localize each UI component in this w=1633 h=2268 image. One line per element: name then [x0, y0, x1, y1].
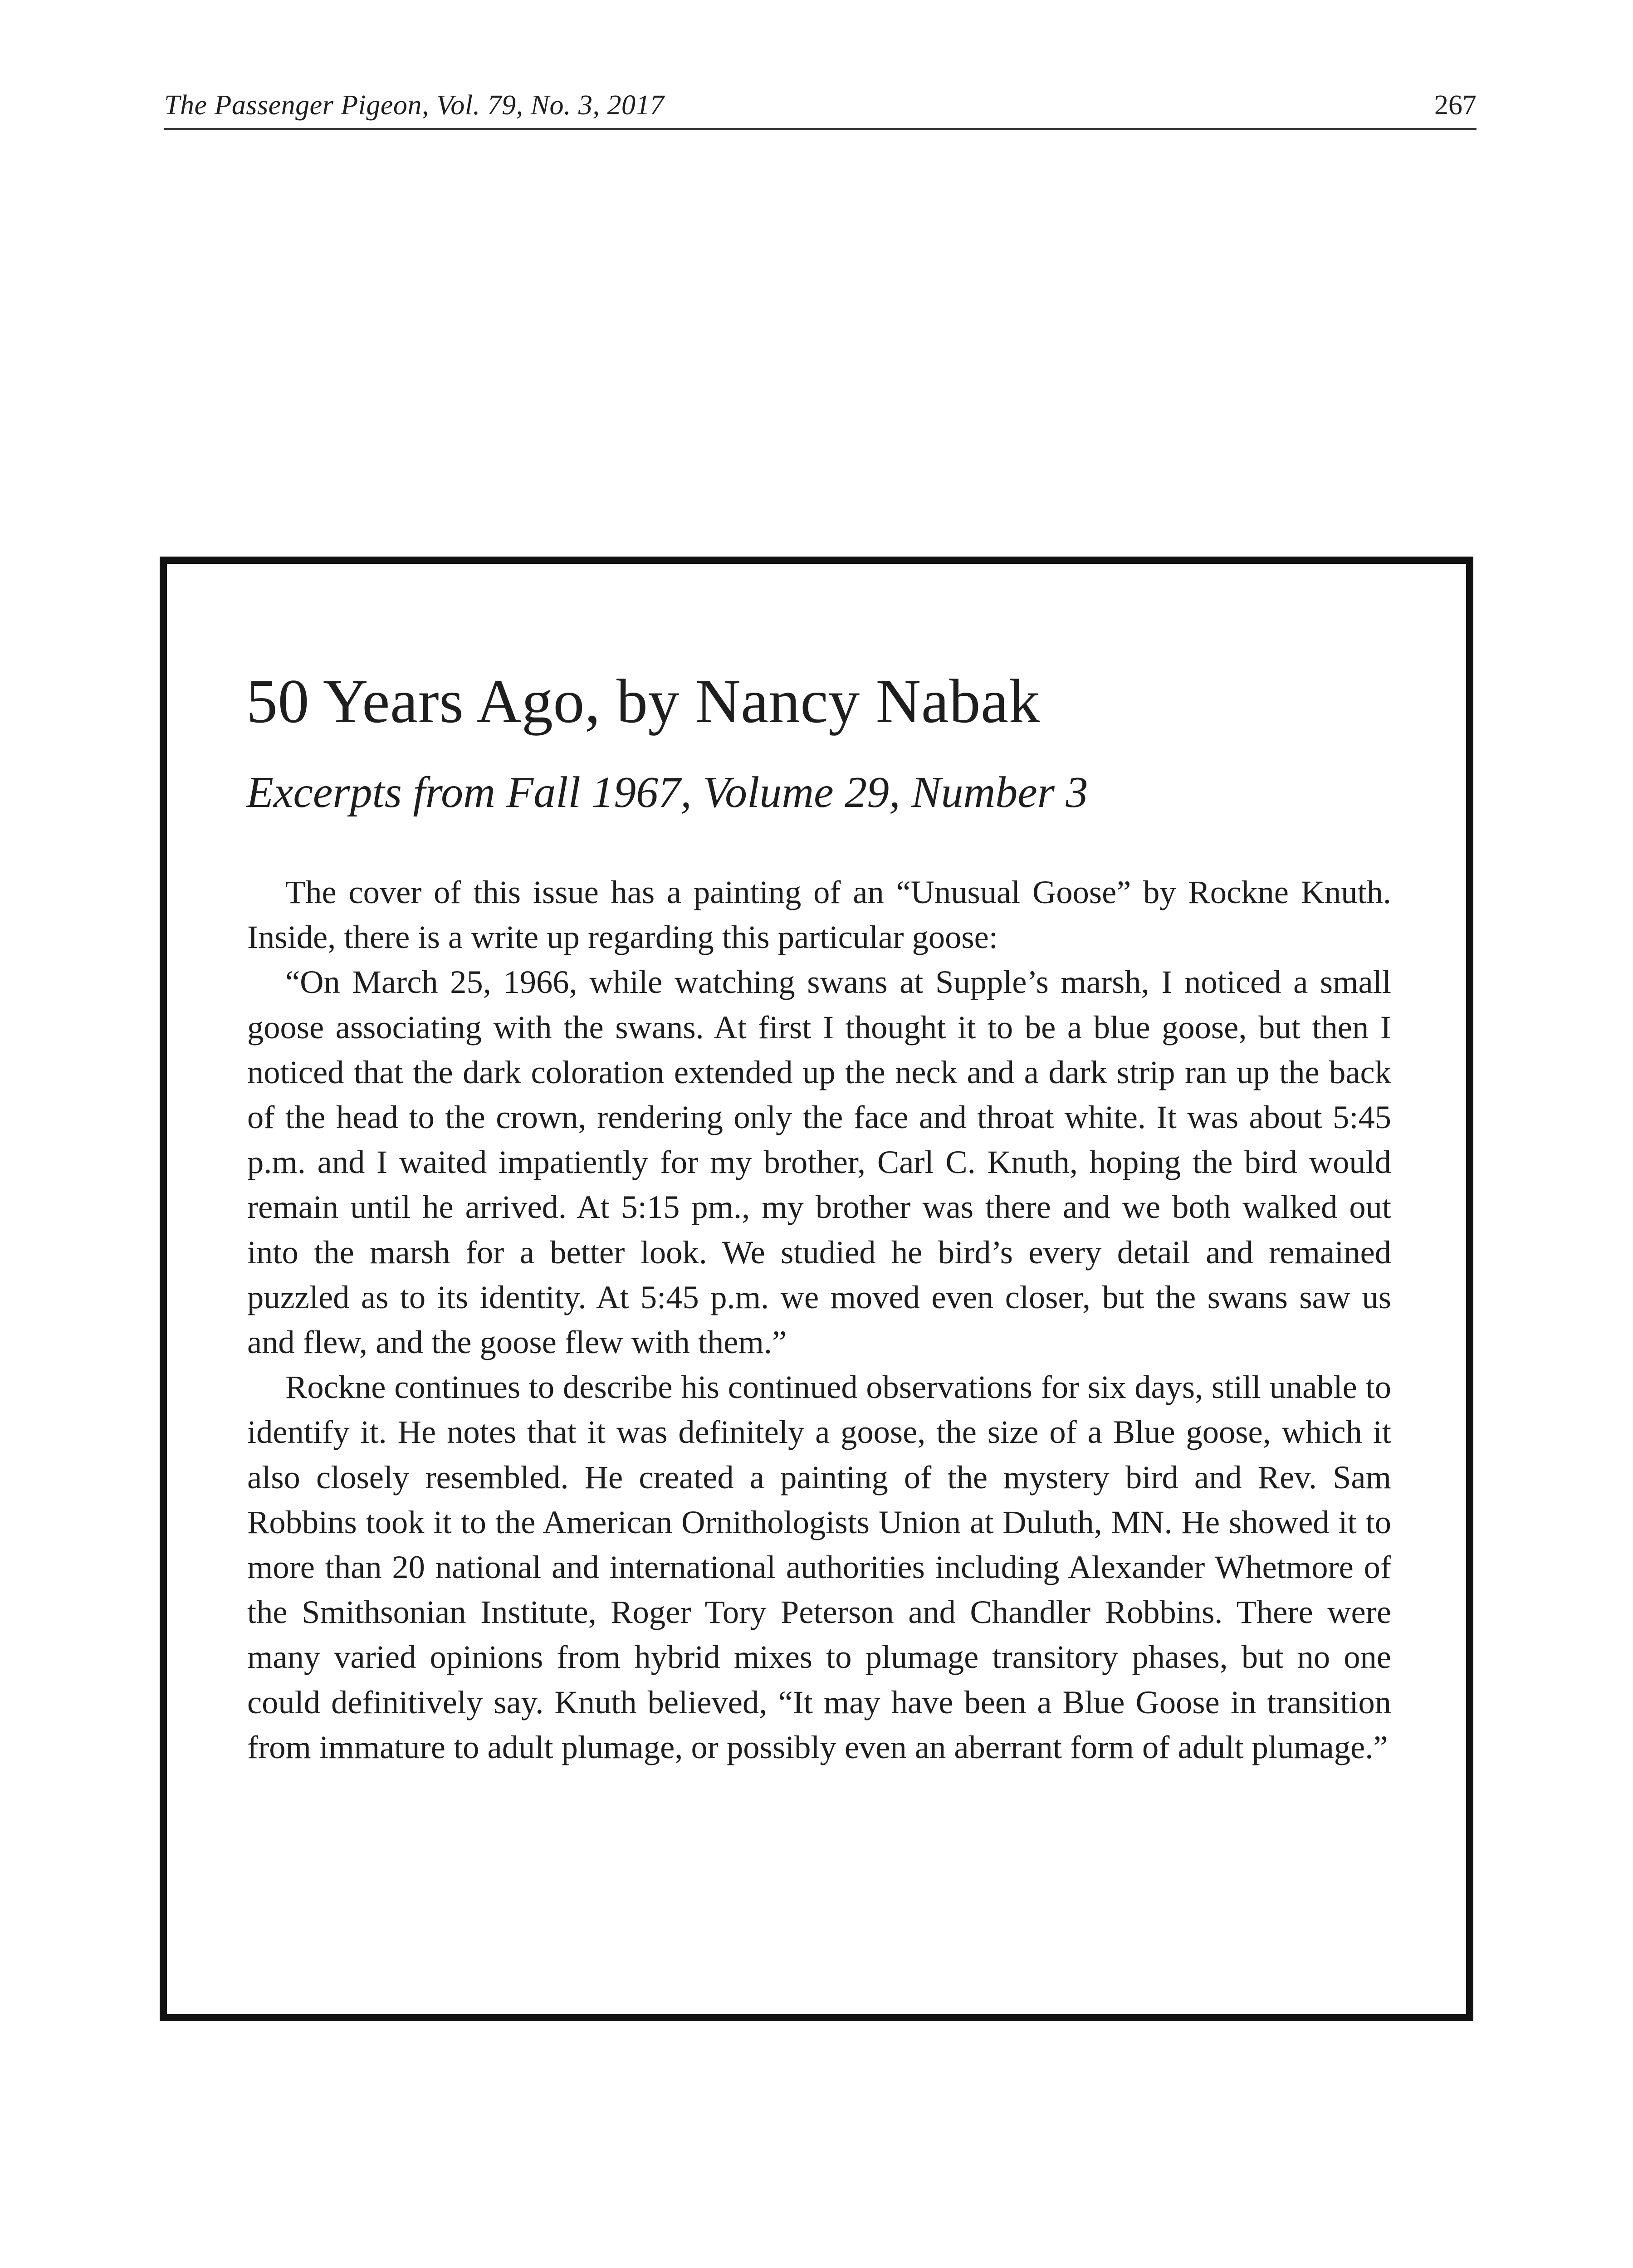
article-body: [247, 870, 1391, 1769]
article-title: 50 Years Ago, by Nancy Nabak: [246, 666, 1041, 736]
journal-citation: The Passenger Pigeon, Vol. 79, No. 3, 2017: [164, 90, 665, 121]
paragraph: The cover of this issue has a painting of an “Unusual Goose” by Rockne Knuth. Inside, there is a write up regarding this particular goose:: [247, 874, 1391, 956]
article-subtitle: Excerpts from Fall 1967, Volume 29, Number 3: [246, 768, 1088, 817]
paragraph: “On March 25, 1966, while watching swans at Supple’s marsh, I noticed a small goose associating with the swans. At first I thought it to be a blue goose, but then I noticed that the dark coloration extended up the neck and a dark strip ran up the back of the head to the crown, rendering only the face and throat white. It was about 5:45 p.m. and I waited impatiently for my brother, Carl C. Knuth, hoping the bird would remain until he arrived. At 5:15 pm., my brother was there and we both walked out into the marsh for a better look. We studied he bird’s every detail and remained puzzled as to its identity. At 5:45 p.m. we moved even closer, but the swans saw us and flew, and the goose flew with them.”: [247, 963, 1391, 1361]
running-header: [164, 86, 1477, 130]
paragraph: Rockne continues to describe his continued observations for six days, still unable to identify it. He notes that it was definitely a goose, the size of a Blue goose, which it also closely resembled. He created a painting of the mystery bird and Rev. Sam Robbins took it to the American Ornithologists Union at Duluth, MN. He showed it to more than 20 national and international authorities including Alexander Whetmore of the Smithsonian Institute, Roger Tory Peterson and Chandler Robbins. There were many varied opinions from hybrid mixes to plumage transitory phases, but no one could definitively say. Knuth believed, “It may have been a Blue Goose in transition from immature to adult plumage, or possibly even an aberrant form of adult plumage.”: [247, 1369, 1391, 1765]
page-number: 267: [1434, 90, 1477, 121]
